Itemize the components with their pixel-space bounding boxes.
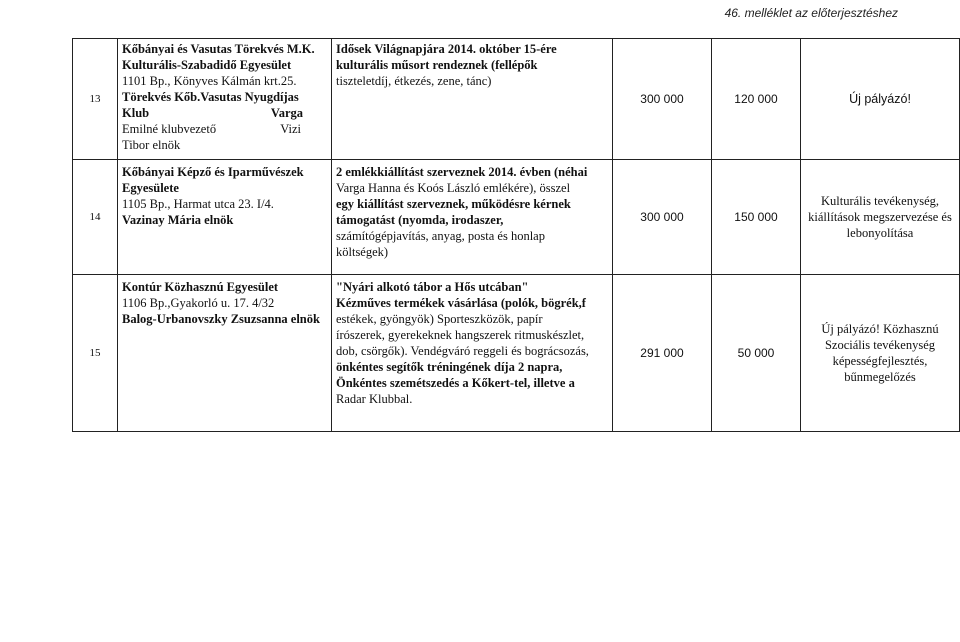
- proposed-amount: 50 000: [712, 275, 801, 432]
- desc-line: Varga Hanna és Koós László emlékére), összel: [336, 181, 571, 195]
- org-leader-line: [122, 121, 327, 137]
- table-row: [73, 160, 960, 275]
- org-name-line: Kulturális-Szabadidő Egyesület: [122, 58, 292, 72]
- table-row: [73, 39, 960, 160]
- org-president: Vazinay Mária elnök: [122, 213, 234, 227]
- org-name-line: Kőbányai és Vasutas Törekvés M.K.: [122, 42, 315, 56]
- desc-line: Radar Klubbal.: [336, 392, 413, 406]
- organization-cell: [118, 160, 332, 275]
- org-name-line: Törekvés Kőb.Vasutas Nyugdíjas: [122, 90, 299, 104]
- note-cell: [801, 160, 960, 275]
- desc-line: "Nyári alkotó tábor a Hős utcában": [336, 280, 529, 294]
- organization-cell: [118, 39, 332, 160]
- desc-line: kulturális műsort rendeznek (fellépők: [336, 58, 538, 72]
- desc-line: Önkéntes szemétszedés a Kőkert-tel, illetve a: [336, 376, 575, 390]
- annex-note: 46. melléklet az előterjesztéshez: [724, 6, 898, 20]
- proposed-amount: 150 000: [712, 160, 801, 275]
- table-row: [73, 275, 960, 432]
- org-name-line: Egyesülete: [122, 181, 179, 195]
- description-cell: [332, 160, 613, 275]
- note-line: Kulturális tevékenység,: [820, 194, 940, 208]
- president-surname: Vizi: [280, 122, 301, 136]
- desc-line: számítógépjavítás, anyag, posta és honlap: [336, 229, 545, 243]
- note-line: bűnmegelőzés: [844, 370, 916, 384]
- grant-table: [72, 38, 960, 432]
- leader-surname: Varga: [270, 106, 303, 120]
- proposed-amount: 120 000: [712, 39, 801, 160]
- note-line: képességfejlesztés,: [832, 354, 928, 368]
- requested-amount: 291 000: [613, 275, 712, 432]
- row-number: 15: [73, 275, 118, 432]
- organization-cell: [118, 275, 332, 432]
- desc-line: Idősek Világnapjára 2014. október 15-ére: [336, 42, 557, 56]
- desc-line: tiszteletdíj, étkezés, zene, tánc): [336, 74, 492, 88]
- note-line: Szociális tevékenység: [824, 338, 936, 352]
- club-word: Klub: [122, 106, 150, 120]
- description-cell: [332, 39, 613, 160]
- note-cell: [801, 275, 960, 432]
- desc-line: egy kiállítást szerveznek, működésre kérnek: [336, 197, 571, 211]
- desc-line: estékek, gyöngyök) Sporteszközök, papír: [336, 312, 543, 326]
- org-address: 1105 Bp., Harmat utca 23. I/4.: [122, 197, 274, 211]
- requested-amount: 300 000: [613, 160, 712, 275]
- org-name-line: Kontúr Közhasznú Egyesület: [122, 280, 279, 294]
- note-cell: Új pályázó!: [801, 39, 960, 160]
- desc-line: támogatást (nyomda, irodaszer,: [336, 213, 504, 227]
- row-number: 13: [73, 39, 118, 160]
- row-number: 14: [73, 160, 118, 275]
- org-club-line: [122, 105, 327, 121]
- org-president: Tibor elnök: [122, 138, 181, 152]
- note-line: Új pályázó! Közhasznú: [821, 322, 939, 336]
- leader-title: Emilné klubvezető: [122, 122, 217, 136]
- requested-amount: 300 000: [613, 39, 712, 160]
- org-president: Balog-Urbanovszky Zsuzsanna elnök: [122, 312, 320, 326]
- org-address: 1101 Bp., Könyves Kálmán krt.25.: [122, 74, 297, 88]
- desc-line: írószerek, gyerekeknek hangszerek ritmuskészlet,: [336, 328, 585, 342]
- desc-line: önkéntes segítők tréningének díja 2 napra,: [336, 360, 563, 374]
- org-name-line: Kőbányai Képző és Iparművészek: [122, 165, 304, 179]
- note-line: lebonyolítása: [846, 226, 914, 240]
- note-line: kiállítások megszervezése és: [808, 210, 952, 224]
- desc-line: Kézműves termékek vásárlása (polók, bögrék,f: [336, 296, 586, 310]
- desc-line: 2 emlékkiállítást szerveznek 2014. évben (néhai: [336, 165, 588, 179]
- desc-line: költségek): [336, 245, 389, 259]
- desc-line: dob, csörgők). Vendégváró reggeli és bográcsozás,: [336, 344, 589, 358]
- org-address: 1106 Bp.,Gyakorló u. 17. 4/32: [122, 296, 275, 310]
- description-cell: [332, 275, 613, 432]
